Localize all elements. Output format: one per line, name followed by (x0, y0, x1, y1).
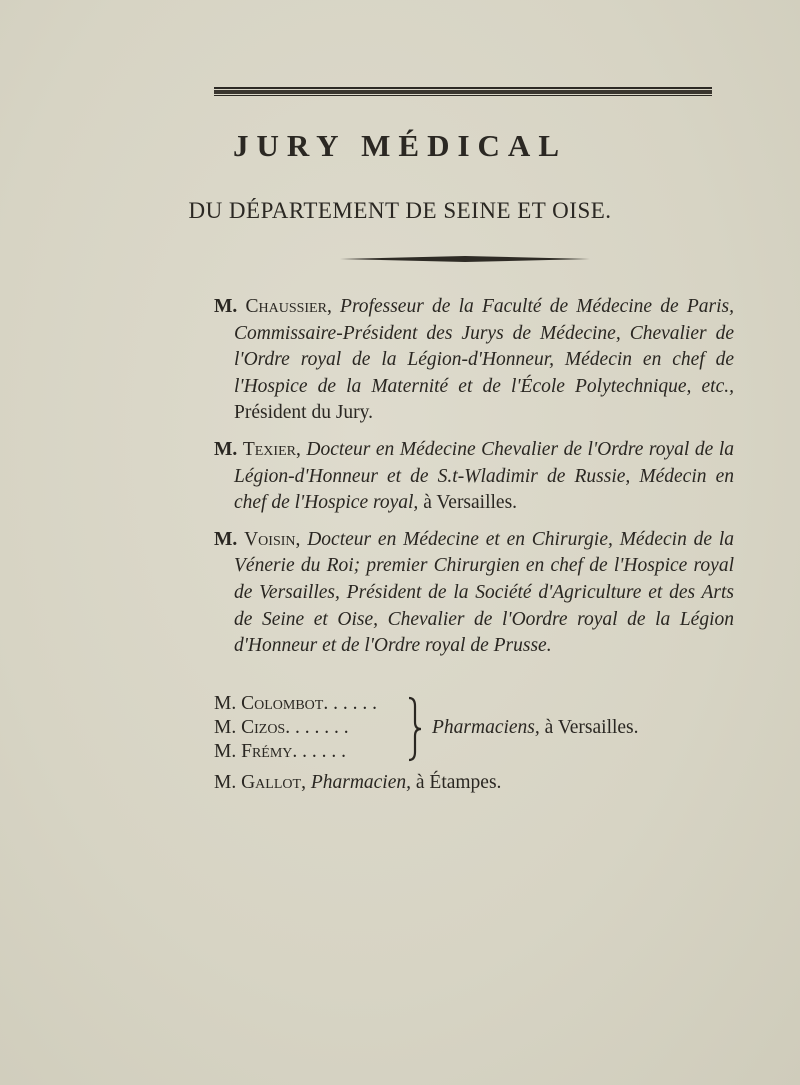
entry-prefix: M. (214, 693, 237, 714)
pharmacist-group (214, 692, 734, 764)
member-tail: Président du Jury. (234, 402, 374, 424)
role-place: à Versailles. (544, 717, 639, 738)
role-label: Pharmaciens, (432, 717, 540, 738)
name-separator: , (326, 296, 332, 317)
member-description: Professeur de la Faculté de Médecine de Paris, Commissaire-Président des Jurys de Médecine, Chevalier de l'Ordre royal de la Légion-d'Honneur, Médecin en chef de l'Hospice de la Maternité et de l'École Polytechnique, etc., (234, 296, 735, 397)
name-separator: , (295, 528, 301, 550)
name-separator: , (301, 772, 306, 793)
role-place: à Étampes. (415, 772, 502, 793)
pharmacist-role (432, 716, 639, 740)
member-tail: à Versailles. (423, 492, 518, 514)
name-separator: , (295, 438, 301, 460)
member-entry-gallot (214, 772, 501, 794)
entry-prefix: M. (214, 296, 238, 317)
member-name: Gallot (241, 772, 302, 793)
role-label: Pharmacien, (310, 772, 411, 793)
member-entry-texier (214, 437, 734, 517)
member-name: Voisin (244, 528, 296, 550)
entry-prefix: M. (214, 772, 237, 793)
member-entry-chaussier (214, 294, 734, 427)
entry-prefix: M. (214, 528, 238, 550)
member-list (214, 294, 734, 670)
member-name: Chaussier (245, 296, 327, 317)
leader-dots: . . . . . . (323, 693, 377, 714)
pharmacist-name: Colombot (241, 693, 324, 714)
page-subtitle: DU DÉPARTEMENT DE SEINE ET OISE. (188, 198, 612, 223)
entry-prefix: M. (214, 438, 238, 460)
member-description: Docteur en Médecine et en Chirurgie, Médecin de la Vénerie du Roi; premier Chirurgien en chef de l'Hospice royal de Versailles, Président de la Société d'Agriculture et des Arts de Seine et Oise, Chevalier de l'Oordre royal de la Légion d'Honneur et de l'Ordre royal de Prusse. (234, 528, 735, 657)
pharmacist-row (214, 692, 734, 716)
leader-dots: . . . . . . (292, 741, 347, 762)
entry-prefix: M. (214, 717, 237, 738)
decorative-top-rule (214, 86, 712, 96)
curly-brace-icon (406, 696, 424, 762)
member-description: Docteur en Médecine Chevalier de l'Ordre royal de la Légion-d'Honneur et de S.t-Wladimir de Russie, Médecin en chef de l'Hospice royal, (234, 438, 735, 514)
pharmacist-name: Cizos (241, 717, 286, 738)
leader-dots: . . . . . . . (285, 717, 349, 738)
member-name: Texier (242, 438, 296, 460)
member-entry-voisin (214, 527, 734, 660)
pharmacist-row (214, 740, 734, 764)
entry-prefix: M. (214, 741, 237, 762)
page-title: JURY MÉDICAL (232, 128, 567, 163)
pharmacist-name: Frémy (241, 741, 293, 762)
decorative-divider (340, 256, 590, 262)
